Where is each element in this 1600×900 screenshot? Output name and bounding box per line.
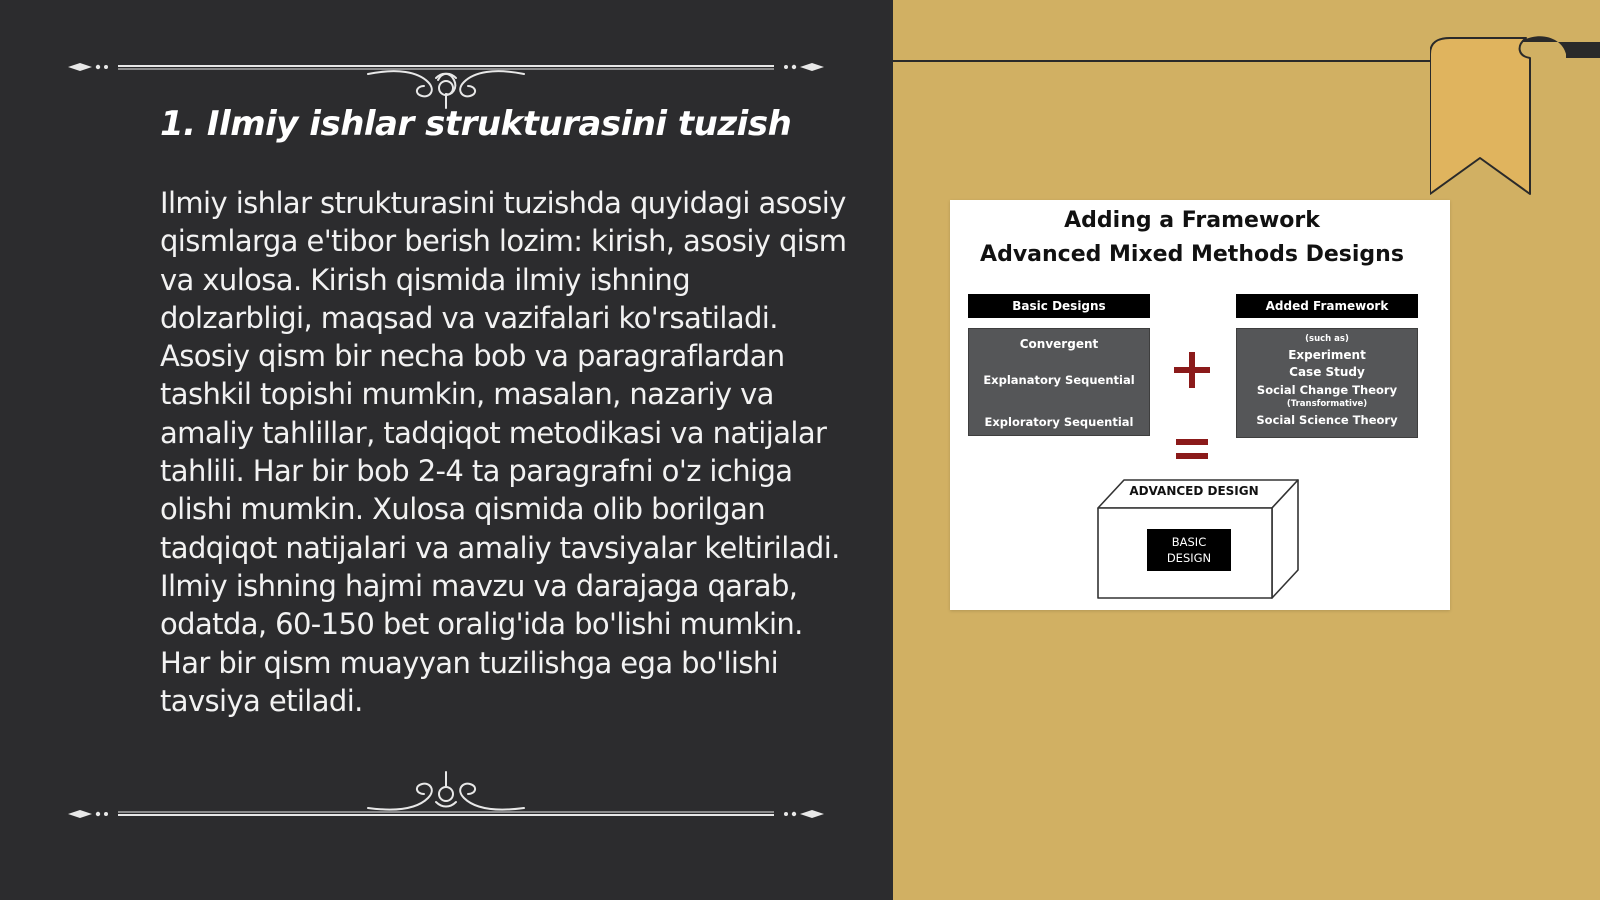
plus-icon (1172, 350, 1212, 390)
framework-item: Case Study (1289, 365, 1365, 379)
diagram-title-line2: Advanced Mixed Methods Designs (980, 242, 1404, 267)
framework-item: Social Science Theory (1256, 413, 1398, 427)
basic-designs-box (968, 328, 1150, 436)
ornament-divider-top-icon (68, 50, 824, 110)
basic-designs-header: Basic Designs (968, 294, 1150, 318)
ornament-divider-bottom-icon (68, 770, 824, 830)
basic-design-line1: BASIC (1171, 535, 1207, 549)
added-framework-header: Added Framework (1236, 294, 1418, 318)
basic-design-line2: DESIGN (1166, 551, 1212, 565)
basic-design-item: Exploratory Sequential (984, 415, 1134, 429)
basic-design-item: Convergent (1019, 337, 1099, 351)
bookmark-ribbon-icon (1430, 34, 1600, 204)
framework-item-note: (Transformative) (1286, 399, 1368, 409)
basic-design-box (1147, 529, 1231, 571)
advanced-design-label: ADVANCED DESIGN (1129, 484, 1259, 498)
diagram-title-line1: Adding a Framework (1064, 208, 1320, 233)
header-rule (893, 60, 1438, 62)
diagram-title (950, 204, 1434, 272)
added-framework-box (1236, 328, 1418, 438)
basic-design-item: Explanatory Sequential (983, 373, 1135, 387)
framework-item: Social Change Theory (1256, 383, 1398, 397)
framework-note: (such as) (1305, 334, 1349, 344)
slide-title: 1. Ilmiy ishlar strukturasini tuzish (160, 104, 792, 144)
framework-item: Experiment (1288, 348, 1366, 362)
framework-diagram (950, 200, 1450, 610)
body-paragraph: Ilmiy ishlar strukturasini tuzishda quyidagi asosiy qismlarga e'tibor berish lozim: kirish, asosiy qism va xulosa. Kirish qismida ilmiy ishning dolzarbligi, maqsad va vazifalari ko'rsatiladi. Asosiy qism bir necha bob va paragraflardan tashkil topishi mumkin, masalan, nazariy va amaliy tahlillar, tadqiqot metodikasi va natijalar tahlili. Har bir bob 2-4 ta paragrafni o'z ichiga olishi mumkin. Xulosa qismida olib borilgan tadqiqot natijalari va amaliy tavsiyalar keltiriladi. Ilmiy ishning hajmi mavzu va darajaga qarab, odatda, 60-150 bet oralig'ida bo'lishi mumkin. Har bir qism muayyan tuzilishga ega bo'lishi tavsiya etiladi. (160, 186, 847, 718)
equals-icon (1176, 436, 1208, 462)
